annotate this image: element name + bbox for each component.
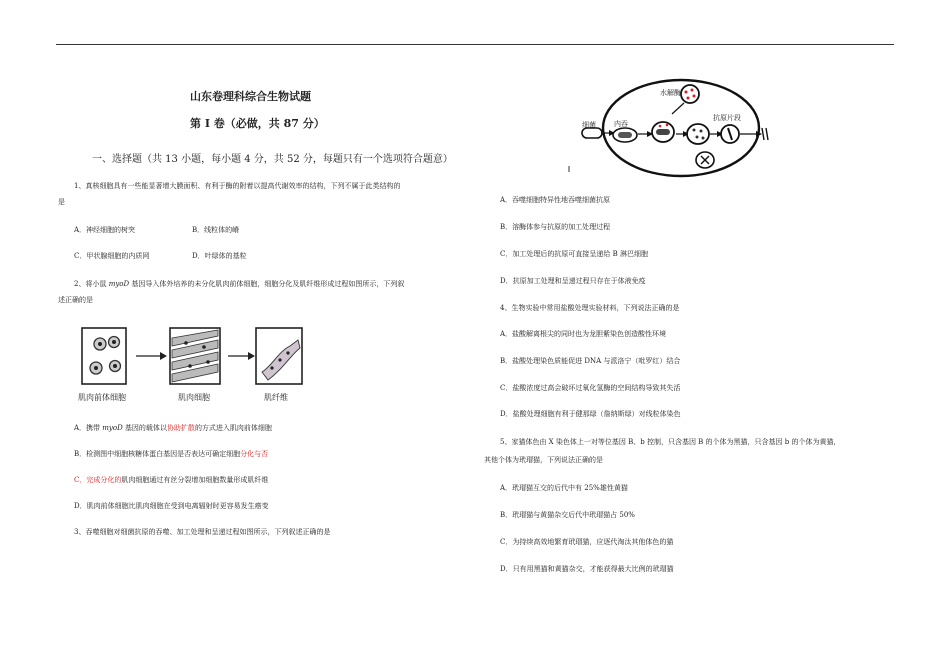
q1-stem-line2: 是 <box>58 198 65 206</box>
q4-option-d: D．盐酸处理细胞有利于健那绿（詹纳斯绿）对线粒体染色 <box>500 410 681 418</box>
q1-option-a: A．神经细胞的树突 <box>74 226 136 234</box>
q5-option-a: A．玳瑁猫互交的后代中有 25%雄性黄猫 <box>500 484 628 492</box>
fig-label-precursor: 肌肉前体细胞 <box>78 393 126 402</box>
q4-option-a: A．盐酸解离根尖的同时也为龙胆紫染色创造酸性环境 <box>500 330 667 338</box>
fig-label-hydrolase: 水解酶 <box>660 89 681 97</box>
q2-stem-line2: 述正确的是 <box>58 296 93 304</box>
q2-option-d: D．肌肉前体细胞比肌肉细胞在受到电离辐射时更容易发生癌变 <box>74 502 269 510</box>
q2-option-a-gene: myoD <box>102 424 123 432</box>
q2-option-a-part2: 基因的载体以 <box>122 424 167 432</box>
q5-option-b: B．玳瑁猫与黄猫杂交后代中玳瑁猫占 50% <box>500 511 635 519</box>
q4-option-c: C．盐酸浓度过高会破坏过氧化氢酶的空间结构导致其失活 <box>500 384 681 392</box>
q3-option-b: B．溶酶体参与抗原的加工处理过程 <box>500 223 611 231</box>
q2-option-c-highlight: C．完成分化的 <box>74 476 122 484</box>
q2-option-a-part1: A．携带 <box>74 424 103 432</box>
fig-label-muscle-cell: 肌肉细胞 <box>178 393 210 402</box>
section-heading: 一、选择题（共 13 小题，每小题 4 分，共 52 分，每题只有一个选项符合题意） <box>92 154 453 165</box>
q5-option-d: D．只有用黑猫和黄猫杂交，才能获得最大比例的玳瑁猫 <box>500 565 674 573</box>
q5-option-c: C．为持续高效地繁育玳瑁猫，应逐代淘汰其他体色的猫 <box>500 538 674 546</box>
q1-stem-line1: 1、真核细胞具有一些能显著增大膜面积、有利于酶的附着以提高代谢效率的结构，下列不属于此类结构的 <box>74 182 401 190</box>
q4-stem: 4、生物实验中常用盐酸处理实验材料，下列说法正确的是 <box>500 304 680 312</box>
q2-gene-name: myoD <box>108 280 130 288</box>
q3-option-c: C．加工处理后的抗原可直接呈递给 B 淋巴细胞 <box>500 250 648 258</box>
q4-option-b: B．盐酸处理染色质能促进 DNA 与派洛宁（吡罗红）结合 <box>500 357 681 365</box>
q2-option-a-highlight: 协助扩散 <box>166 424 195 432</box>
q1-option-b: B．线粒体的嵴 <box>192 226 240 234</box>
q2-option-b-highlight: 分化与否 <box>240 450 269 458</box>
q2-option-c-part2: 肌肉细胞通过有丝分裂增加细胞数量形成肌纤维 <box>121 476 269 484</box>
fig-label-engulf: 内吞 <box>614 120 628 128</box>
fig-label-antigen-fragment: 抗原片段 <box>713 114 741 122</box>
q1-option-c: C．甲状腺细胞的内质网 <box>74 252 150 260</box>
q3-option-a: A．吞噬细胞特异性地吞噬细菌抗原 <box>500 196 611 204</box>
part-title: 第 I 卷（必做，共 87 分） <box>190 117 325 130</box>
fig-label-muscle-fiber: 肌纤维 <box>264 393 288 402</box>
q2-stem-part2: 基因导入体外培养的未分化肌肉前体细胞，细胞分化及肌纤维形成过程如图所示，下列叙 <box>129 280 405 288</box>
q3-stem: 3、吞噬细胞对细菌抗原的吞噬、加工处理和呈递过程如图所示，下列叙述正确的是 <box>74 528 331 536</box>
q3-option-d: D．抗原加工处理和呈递过程只存在于体液免疫 <box>500 277 646 285</box>
q2-stem-part1: 2、将小鼠 <box>74 280 109 288</box>
q2-option-a-part3: 的方式进入肌肉前体细胞 <box>194 424 272 432</box>
q2-option-b-part1: B．检测图中细胞核糖体蛋白基因是否表达可确定细胞 <box>74 450 241 458</box>
page-title: 山东卷理科综合生物试题 <box>190 90 311 103</box>
q5-stem-line1: 5、家猫体色由 X 染色体上一对等位基因 B、b 控制，只含基因 B 的个体为黑猫，只含基因 b 的个体为黄猫， <box>500 438 841 446</box>
q5-stem-line2: 其他个体为玳瑁猫，下列说法正确的是 <box>484 456 603 464</box>
q1-option-d: D．叶绿体的基粒 <box>192 252 247 260</box>
fig-label-bacteria: 细菌 <box>582 121 596 129</box>
